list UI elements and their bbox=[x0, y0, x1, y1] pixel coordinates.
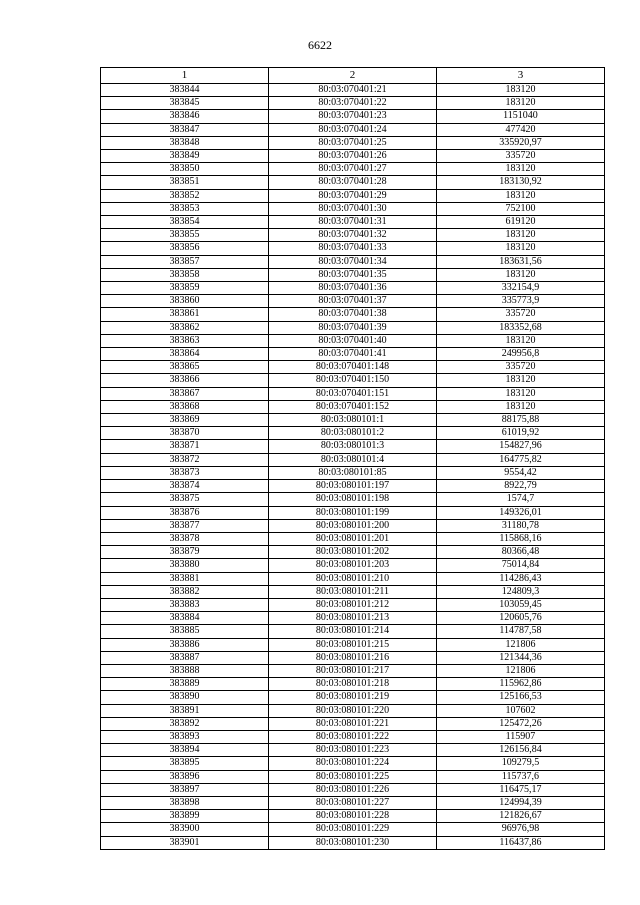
table-row bbox=[101, 691, 605, 704]
table-row bbox=[101, 97, 605, 110]
table-row bbox=[101, 216, 605, 229]
cell-value: 183120 bbox=[437, 189, 605, 202]
cell-cadastral-id: 80:03:070401:148 bbox=[269, 361, 437, 374]
cell-number: 383884 bbox=[101, 612, 269, 625]
cell-cadastral-id: 80:03:070401:31 bbox=[269, 216, 437, 229]
cell-number: 383864 bbox=[101, 348, 269, 361]
table-row bbox=[101, 757, 605, 770]
cell-value: 31180,78 bbox=[437, 519, 605, 532]
cell-number: 383868 bbox=[101, 400, 269, 413]
cell-number: 383875 bbox=[101, 493, 269, 506]
table-row bbox=[101, 744, 605, 757]
cell-number: 383898 bbox=[101, 796, 269, 809]
table-row bbox=[101, 532, 605, 545]
cell-value: 183352,68 bbox=[437, 321, 605, 334]
cell-value: 164775,82 bbox=[437, 453, 605, 466]
cell-cadastral-id: 80:03:080101:223 bbox=[269, 744, 437, 757]
cell-number: 383882 bbox=[101, 585, 269, 598]
cell-value: 183120 bbox=[437, 97, 605, 110]
cell-cadastral-id: 80:03:080101:214 bbox=[269, 625, 437, 638]
cell-value: 61019,92 bbox=[437, 427, 605, 440]
cell-number: 383880 bbox=[101, 559, 269, 572]
cell-cadastral-id: 80:03:080101:1 bbox=[269, 414, 437, 427]
cell-value: 1151040 bbox=[437, 110, 605, 123]
cell-cadastral-id: 80:03:070401:38 bbox=[269, 308, 437, 321]
cell-number: 383865 bbox=[101, 361, 269, 374]
table-row bbox=[101, 770, 605, 783]
cell-number: 383879 bbox=[101, 546, 269, 559]
table-row bbox=[101, 282, 605, 295]
table-row bbox=[101, 783, 605, 796]
cell-cadastral-id: 80:03:070401:33 bbox=[269, 242, 437, 255]
cell-number: 383871 bbox=[101, 440, 269, 453]
cell-number: 383850 bbox=[101, 163, 269, 176]
table-body bbox=[101, 84, 605, 850]
cell-cadastral-id: 80:03:080101:222 bbox=[269, 730, 437, 743]
cell-cadastral-id: 80:03:080101:197 bbox=[269, 480, 437, 493]
table-row bbox=[101, 110, 605, 123]
cell-value: 249956,8 bbox=[437, 348, 605, 361]
cell-cadastral-id: 80:03:080101:201 bbox=[269, 532, 437, 545]
cell-value: 121806 bbox=[437, 638, 605, 651]
table-row bbox=[101, 123, 605, 136]
cell-number: 383853 bbox=[101, 202, 269, 215]
cell-value: 114787,58 bbox=[437, 625, 605, 638]
table-row bbox=[101, 176, 605, 189]
table-row bbox=[101, 796, 605, 809]
cell-value: 183120 bbox=[437, 242, 605, 255]
table-row bbox=[101, 229, 605, 242]
cell-number: 383860 bbox=[101, 295, 269, 308]
cell-number: 383866 bbox=[101, 374, 269, 387]
data-table bbox=[100, 67, 605, 850]
cell-cadastral-id: 80:03:070401:23 bbox=[269, 110, 437, 123]
cell-cadastral-id: 80:03:070401:24 bbox=[269, 123, 437, 136]
cell-number: 383861 bbox=[101, 308, 269, 321]
cell-cadastral-id: 80:03:080101:220 bbox=[269, 704, 437, 717]
cell-number: 383883 bbox=[101, 598, 269, 611]
cell-cadastral-id: 80:03:080101:4 bbox=[269, 453, 437, 466]
cell-number: 383856 bbox=[101, 242, 269, 255]
cell-number: 383867 bbox=[101, 387, 269, 400]
cell-cadastral-id: 80:03:080101:213 bbox=[269, 612, 437, 625]
cell-cadastral-id: 80:03:080101:202 bbox=[269, 546, 437, 559]
table-row bbox=[101, 361, 605, 374]
cell-cadastral-id: 80:03:080101:85 bbox=[269, 466, 437, 479]
cell-value: 183120 bbox=[437, 163, 605, 176]
cell-cadastral-id: 80:03:080101:211 bbox=[269, 585, 437, 598]
cell-number: 383901 bbox=[101, 836, 269, 849]
cell-cadastral-id: 80:03:080101:203 bbox=[269, 559, 437, 572]
cell-value: 125166,53 bbox=[437, 691, 605, 704]
cell-value: 80366,48 bbox=[437, 546, 605, 559]
cell-cadastral-id: 80:03:070401:28 bbox=[269, 176, 437, 189]
cell-cadastral-id: 80:03:070401:30 bbox=[269, 202, 437, 215]
cell-value: 183120 bbox=[437, 334, 605, 347]
cell-number: 383862 bbox=[101, 321, 269, 334]
cell-cadastral-id: 80:03:070401:151 bbox=[269, 387, 437, 400]
table-row bbox=[101, 163, 605, 176]
cell-value: 103059,45 bbox=[437, 598, 605, 611]
table-row bbox=[101, 651, 605, 664]
cell-value: 183631,56 bbox=[437, 255, 605, 268]
cell-number: 383848 bbox=[101, 136, 269, 149]
cell-number: 383887 bbox=[101, 651, 269, 664]
cell-cadastral-id: 80:03:080101:224 bbox=[269, 757, 437, 770]
cell-value: 115907 bbox=[437, 730, 605, 743]
table-row bbox=[101, 546, 605, 559]
table-row bbox=[101, 268, 605, 281]
cell-cadastral-id: 80:03:070401:37 bbox=[269, 295, 437, 308]
cell-cadastral-id: 80:03:070401:21 bbox=[269, 84, 437, 97]
cell-value: 149326,01 bbox=[437, 506, 605, 519]
table-row bbox=[101, 400, 605, 413]
cell-number: 383863 bbox=[101, 334, 269, 347]
cell-cadastral-id: 80:03:080101:229 bbox=[269, 823, 437, 836]
table-row bbox=[101, 612, 605, 625]
cell-number: 383900 bbox=[101, 823, 269, 836]
cell-value: 126156,84 bbox=[437, 744, 605, 757]
cell-value: 619120 bbox=[437, 216, 605, 229]
cell-value: 335720 bbox=[437, 308, 605, 321]
cell-cadastral-id: 80:03:070401:25 bbox=[269, 136, 437, 149]
cell-value: 752100 bbox=[437, 202, 605, 215]
cell-value: 8922,79 bbox=[437, 480, 605, 493]
cell-cadastral-id: 80:03:080101:200 bbox=[269, 519, 437, 532]
table-row bbox=[101, 255, 605, 268]
cell-number: 383895 bbox=[101, 757, 269, 770]
column-header-2: 2 bbox=[269, 68, 437, 84]
cell-cadastral-id: 80:03:080101:221 bbox=[269, 717, 437, 730]
table-row bbox=[101, 466, 605, 479]
table-row bbox=[101, 150, 605, 163]
cell-value: 115962,86 bbox=[437, 678, 605, 691]
cell-cadastral-id: 80:03:080101:3 bbox=[269, 440, 437, 453]
cell-value: 124994,39 bbox=[437, 796, 605, 809]
cell-cadastral-id: 80:03:080101:219 bbox=[269, 691, 437, 704]
cell-number: 383857 bbox=[101, 255, 269, 268]
cell-value: 154827,96 bbox=[437, 440, 605, 453]
cell-cadastral-id: 80:03:080101:212 bbox=[269, 598, 437, 611]
cell-value: 335773,9 bbox=[437, 295, 605, 308]
table-row bbox=[101, 585, 605, 598]
cell-value: 115868,16 bbox=[437, 532, 605, 545]
cell-cadastral-id: 80:03:070401:27 bbox=[269, 163, 437, 176]
cell-value: 121344,36 bbox=[437, 651, 605, 664]
cell-value: 183120 bbox=[437, 84, 605, 97]
cell-cadastral-id: 80:03:070401:29 bbox=[269, 189, 437, 202]
cell-cadastral-id: 80:03:080101:216 bbox=[269, 651, 437, 664]
cell-value: 114286,43 bbox=[437, 572, 605, 585]
cell-value: 332154,9 bbox=[437, 282, 605, 295]
table-row bbox=[101, 678, 605, 691]
cell-value: 115737,6 bbox=[437, 770, 605, 783]
cell-number: 383893 bbox=[101, 730, 269, 743]
cell-cadastral-id: 80:03:070401:36 bbox=[269, 282, 437, 295]
table-row bbox=[101, 638, 605, 651]
cell-value: 116475,17 bbox=[437, 783, 605, 796]
cell-cadastral-id: 80:03:070401:152 bbox=[269, 400, 437, 413]
cell-value: 335720 bbox=[437, 361, 605, 374]
cell-number: 383899 bbox=[101, 810, 269, 823]
table-row bbox=[101, 295, 605, 308]
table-row bbox=[101, 387, 605, 400]
table-row bbox=[101, 506, 605, 519]
cell-number: 383877 bbox=[101, 519, 269, 532]
table-row bbox=[101, 348, 605, 361]
table-row bbox=[101, 334, 605, 347]
table-row bbox=[101, 810, 605, 823]
table-row bbox=[101, 717, 605, 730]
cell-number: 383854 bbox=[101, 216, 269, 229]
cell-value: 109279,5 bbox=[437, 757, 605, 770]
cell-number: 383851 bbox=[101, 176, 269, 189]
cell-value: 183120 bbox=[437, 229, 605, 242]
cell-cadastral-id: 80:03:080101:217 bbox=[269, 664, 437, 677]
cell-number: 383873 bbox=[101, 466, 269, 479]
cell-number: 383844 bbox=[101, 84, 269, 97]
cell-value: 121826,67 bbox=[437, 810, 605, 823]
table-row bbox=[101, 704, 605, 717]
cell-cadastral-id: 80:03:080101:228 bbox=[269, 810, 437, 823]
cell-number: 383876 bbox=[101, 506, 269, 519]
cell-number: 383846 bbox=[101, 110, 269, 123]
table-row bbox=[101, 664, 605, 677]
table-row bbox=[101, 136, 605, 149]
cell-cadastral-id: 80:03:080101:215 bbox=[269, 638, 437, 651]
cell-value: 96976,98 bbox=[437, 823, 605, 836]
cell-cadastral-id: 80:03:080101:199 bbox=[269, 506, 437, 519]
cell-cadastral-id: 80:03:070401:150 bbox=[269, 374, 437, 387]
cell-number: 383858 bbox=[101, 268, 269, 281]
cell-value: 88175,88 bbox=[437, 414, 605, 427]
cell-number: 383886 bbox=[101, 638, 269, 651]
cell-number: 383881 bbox=[101, 572, 269, 585]
table-row bbox=[101, 823, 605, 836]
cell-value: 335920,97 bbox=[437, 136, 605, 149]
table-row bbox=[101, 308, 605, 321]
cell-cadastral-id: 80:03:070401:41 bbox=[269, 348, 437, 361]
table-row bbox=[101, 559, 605, 572]
table-row bbox=[101, 519, 605, 532]
cell-value: 116437,86 bbox=[437, 836, 605, 849]
cell-value: 183120 bbox=[437, 400, 605, 413]
table-row bbox=[101, 242, 605, 255]
cell-number: 383859 bbox=[101, 282, 269, 295]
column-header-3: 3 bbox=[437, 68, 605, 84]
table-row bbox=[101, 493, 605, 506]
cell-cadastral-id: 80:03:070401:22 bbox=[269, 97, 437, 110]
table-row bbox=[101, 414, 605, 427]
cell-value: 107602 bbox=[437, 704, 605, 717]
table-row bbox=[101, 321, 605, 334]
cell-number: 383894 bbox=[101, 744, 269, 757]
cell-cadastral-id: 80:03:070401:34 bbox=[269, 255, 437, 268]
table-row bbox=[101, 625, 605, 638]
cell-cadastral-id: 80:03:080101:2 bbox=[269, 427, 437, 440]
cell-value: 121806 bbox=[437, 664, 605, 677]
cell-value: 124809,3 bbox=[437, 585, 605, 598]
table-header-row bbox=[101, 68, 605, 84]
column-header-1: 1 bbox=[101, 68, 269, 84]
cell-number: 383891 bbox=[101, 704, 269, 717]
cell-value: 477420 bbox=[437, 123, 605, 136]
cell-number: 383878 bbox=[101, 532, 269, 545]
table-row bbox=[101, 453, 605, 466]
cell-number: 383896 bbox=[101, 770, 269, 783]
cell-cadastral-id: 80:03:080101:210 bbox=[269, 572, 437, 585]
cell-cadastral-id: 80:03:070401:32 bbox=[269, 229, 437, 242]
table-row bbox=[101, 189, 605, 202]
cell-cadastral-id: 80:03:070401:40 bbox=[269, 334, 437, 347]
cell-number: 383889 bbox=[101, 678, 269, 691]
cell-cadastral-id: 80:03:080101:227 bbox=[269, 796, 437, 809]
cell-number: 383892 bbox=[101, 717, 269, 730]
cell-cadastral-id: 80:03:080101:226 bbox=[269, 783, 437, 796]
cell-value: 183120 bbox=[437, 387, 605, 400]
page-number: 6622 bbox=[308, 38, 332, 52]
table-row bbox=[101, 84, 605, 97]
table-row bbox=[101, 440, 605, 453]
cell-number: 383849 bbox=[101, 150, 269, 163]
cell-cadastral-id: 80:03:080101:225 bbox=[269, 770, 437, 783]
cell-value: 183120 bbox=[437, 268, 605, 281]
table-row bbox=[101, 836, 605, 849]
cell-cadastral-id: 80:03:080101:218 bbox=[269, 678, 437, 691]
cell-number: 383855 bbox=[101, 229, 269, 242]
cell-value: 183130,92 bbox=[437, 176, 605, 189]
cell-value: 9554,42 bbox=[437, 466, 605, 479]
cell-number: 383888 bbox=[101, 664, 269, 677]
cell-number: 383890 bbox=[101, 691, 269, 704]
table-row bbox=[101, 374, 605, 387]
cell-number: 383847 bbox=[101, 123, 269, 136]
cell-number: 383872 bbox=[101, 453, 269, 466]
cell-cadastral-id: 80:03:070401:26 bbox=[269, 150, 437, 163]
table-row bbox=[101, 572, 605, 585]
cell-value: 1574,7 bbox=[437, 493, 605, 506]
cell-number: 383897 bbox=[101, 783, 269, 796]
cell-cadastral-id: 80:03:080101:198 bbox=[269, 493, 437, 506]
table-row bbox=[101, 480, 605, 493]
table-row bbox=[101, 202, 605, 215]
cell-value: 335720 bbox=[437, 150, 605, 163]
cell-number: 383852 bbox=[101, 189, 269, 202]
cell-number: 383885 bbox=[101, 625, 269, 638]
cell-cadastral-id: 80:03:070401:39 bbox=[269, 321, 437, 334]
cell-number: 383870 bbox=[101, 427, 269, 440]
cell-cadastral-id: 80:03:070401:35 bbox=[269, 268, 437, 281]
cell-value: 183120 bbox=[437, 374, 605, 387]
table-row bbox=[101, 730, 605, 743]
cell-value: 120605,76 bbox=[437, 612, 605, 625]
table-row bbox=[101, 598, 605, 611]
cell-number: 383874 bbox=[101, 480, 269, 493]
cell-cadastral-id: 80:03:080101:230 bbox=[269, 836, 437, 849]
cell-value: 125472,26 bbox=[437, 717, 605, 730]
cell-value: 75014,84 bbox=[437, 559, 605, 572]
table-row bbox=[101, 427, 605, 440]
cell-number: 383845 bbox=[101, 97, 269, 110]
cell-number: 383869 bbox=[101, 414, 269, 427]
